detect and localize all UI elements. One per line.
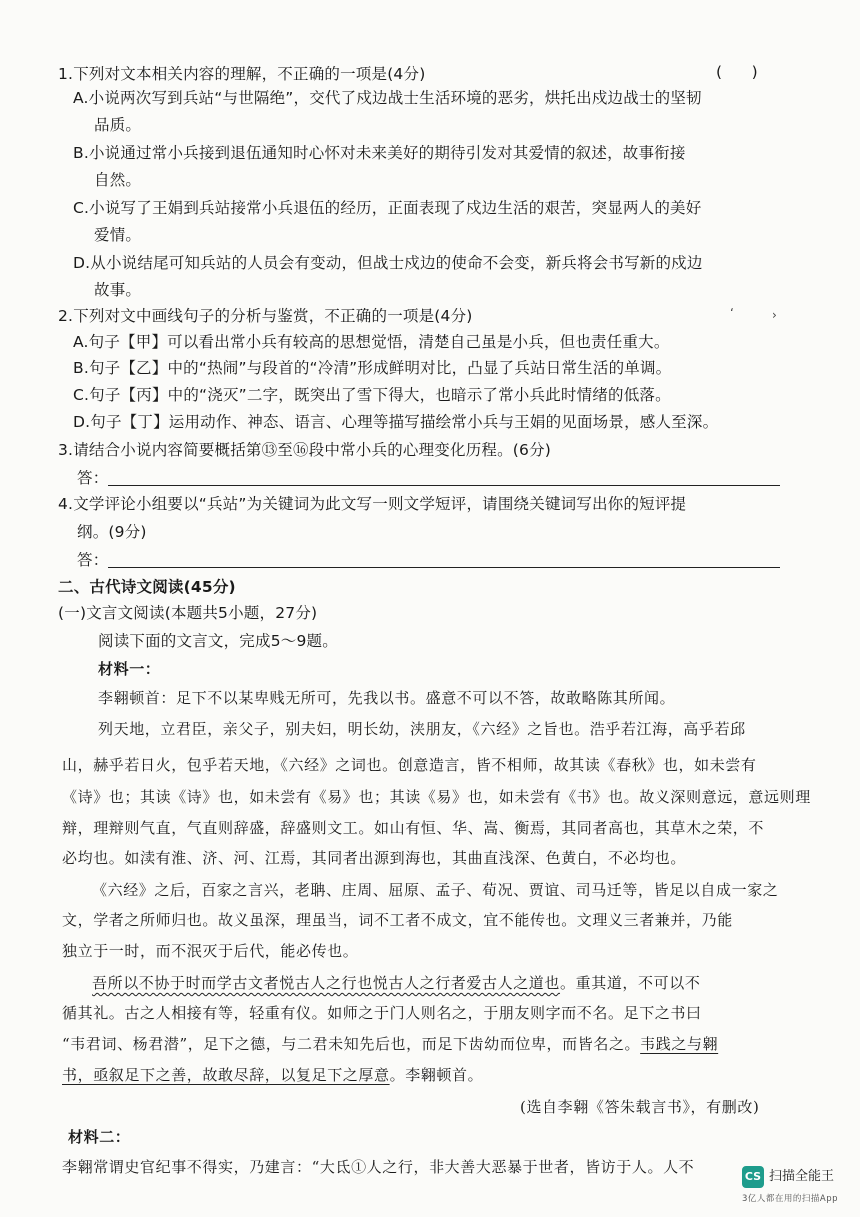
q4-stem-line2: 纲。(9分) — [77, 523, 147, 541]
material1-source: (选自李翱《答朱载言书》，有删改) — [520, 1098, 760, 1116]
q2-option-c: C.句子【丙】中的“浇灭”二字，既突出了雪下得大，也暗示了常小兵此时情绪的低落。 — [73, 386, 671, 404]
q1-option-d-line2: 故事。 — [94, 281, 142, 299]
q4-stem-line1: 4.文学评论小组要以“兵站”为关键词为此文写一则文学短评，请围绕关键词写出你的短评提 — [58, 495, 687, 513]
q3-answer-label: 答： — [77, 469, 109, 487]
m1-paragraph3-line3: 独立于一时，而不泯灭于后代，能必传也。 — [62, 942, 359, 960]
m1-paragraph3-line1: 《六经》之后，百家之言兴，老聃、庄周、屈原、孟子、荀况、贾谊、司马迁等，皆足以自成一家之 — [92, 881, 779, 899]
camscanner-logo-icon: CS — [742, 1166, 764, 1188]
m1-paragraph1: 李翱顿首：足下不以某卑贱无所可，先我以书。盛意不可以不答，故敢略陈其所闻。 — [98, 689, 676, 707]
m1-paragraph4-line3 — [62, 1031, 718, 1057]
m1-paragraph2-line1: 列天地，立君臣，亲父子，别夫妇，明长幼，浃朋友，《六经》之旨也。浩乎若江海，高乎若邱 — [98, 720, 746, 738]
q1-option-d-line1: D.从小说结尾可知兵站的人员会有变动，但战士戍边的使命不会变，新兵将会书写新的戍边 — [73, 254, 703, 272]
scan-mark: › — [772, 308, 777, 322]
q4-answer-label: 答： — [77, 551, 109, 569]
m1-paragraph2-line3: 《诗》也；其读《诗》也，如未尝有《易》也；其读《易》也，如未尝有《书》也。故义深则意远，意远则理 — [62, 788, 811, 806]
m1-paragraph4-line1-rest: 。重其道，不可以不 — [560, 974, 701, 992]
q1-option-b-line2: 自然。 — [94, 171, 142, 189]
m2-paragraph1-line1: 李翱常谓史官纪事不得实，乃建言：“大氐①人之行，非大善大恶暴于世者，皆访于人。人不 — [62, 1158, 695, 1176]
material2-label: 材料二： — [68, 1128, 131, 1146]
q4-answer-line[interactable] — [108, 567, 780, 568]
q2-option-b: B.句子【乙】中的“热闹”与段首的“冷清”形成鲜明对比，凸显了兵站日常生活的单调。 — [73, 359, 672, 377]
scan-mark: ʻ — [730, 306, 734, 320]
m1-paragraph4-line4-rest: 。李翱顿首。 — [389, 1066, 484, 1084]
reading-instruction: 阅读下面的文言文，完成5～9题。 — [98, 632, 338, 650]
underlined-sentence-end: 书，亟叙足下之善，故敢尽辞，以复足下之厚意 — [62, 1066, 390, 1084]
q1-option-b-line1: B.小说通过常小兵接到退伍通知时心怀对未来美好的期待引发对其爱情的叙述，故事衔接 — [73, 144, 686, 162]
m1-paragraph4-line4 — [62, 1062, 483, 1088]
q1-option-c-line2: 爱情。 — [94, 226, 142, 244]
subsection-title: (一)文言文阅读(本题共5小题，27分) — [58, 604, 318, 622]
material1-label: 材料一： — [98, 660, 161, 678]
m1-paragraph4-line3-text: “韦君词、杨君潜”，足下之德，与二君未知先后也，而足下齿幼而位卑，而皆名之。 — [62, 1035, 641, 1053]
q1-stem: 1.下列对文本相关内容的理解，不正确的一项是(4分) — [58, 65, 426, 83]
m1-paragraph2-line5: 必均也。如渎有淮、济、河、江焉，其同者出源到海也，其曲直浅深、色黄白，不必均也。 — [62, 849, 687, 867]
m1-paragraph4-line2: 循其礼。古之人相接有等，轻重有仪。如师之于门人则名之，于朋友则字而不名。足下之书曰 — [62, 1004, 702, 1022]
underlined-sentence-start: 韦践之与翱 — [640, 1035, 719, 1053]
q2-stem: 2.下列对文中画线句子的分析与鉴赏，不正确的一项是(4分) — [58, 307, 473, 325]
watermark-tagline: 3亿人都在用的扫描App — [742, 1194, 839, 1204]
m1-paragraph3-line2: 文，学者之所师归也。故义虽深，理虽当，词不工者不成文，宜不能传也。文理义三者兼并，乃能 — [62, 911, 733, 929]
q1-option-c-line1: C.小说写了王娟到兵站接常小兵退伍的经历，正面表现了戍边生活的艰苦，突显两人的美好 — [73, 199, 702, 217]
m1-paragraph4-line1 — [92, 970, 700, 996]
q1-option-a-line1: A.小说两次写到兵站“与世隔绝”，交代了戍边战士生活环境的恶劣，烘托出戍边战士的坚韧 — [73, 89, 702, 107]
q3-answer-line[interactable] — [108, 485, 780, 486]
m1-paragraph2-line4: 辩，理辩则气直，气直则辞盛，辞盛则文工。如山有恒、华、嵩、衡焉，其同者高也，其草木之荣，不 — [62, 819, 765, 837]
m1-paragraph2-line2: 山，赫乎若日火，包乎若天地，《六经》之词也。创意造言，皆不相师，故其读《春秋》也，如未尝有 — [62, 756, 757, 774]
section-title: 二、古代诗文阅读(45分) — [58, 578, 236, 596]
q1-answer-paren: ( ) — [716, 63, 758, 81]
q2-option-d: D.句子【丁】运用动作、神态、语言、心理等描写描绘常小兵与王娟的见面场景，感人至深。 — [73, 413, 719, 431]
watermark-brand: 扫描全能王 — [769, 1169, 835, 1184]
q2-option-a: A.句子【甲】可以看出常小兵有较高的思想觉悟，清楚自己虽是小兵，但也责任重大。 — [73, 333, 670, 351]
wavy-underlined-sentence: 吾所以不协于时而学古文者悦古人之行也悦古人之行者爱古人之道也 — [92, 974, 561, 992]
q3-stem: 3.请结合小说内容简要概括第⑬至⑯段中常小兵的心理变化历程。(6分) — [58, 441, 552, 459]
q1-option-a-line2: 品质。 — [94, 116, 142, 134]
